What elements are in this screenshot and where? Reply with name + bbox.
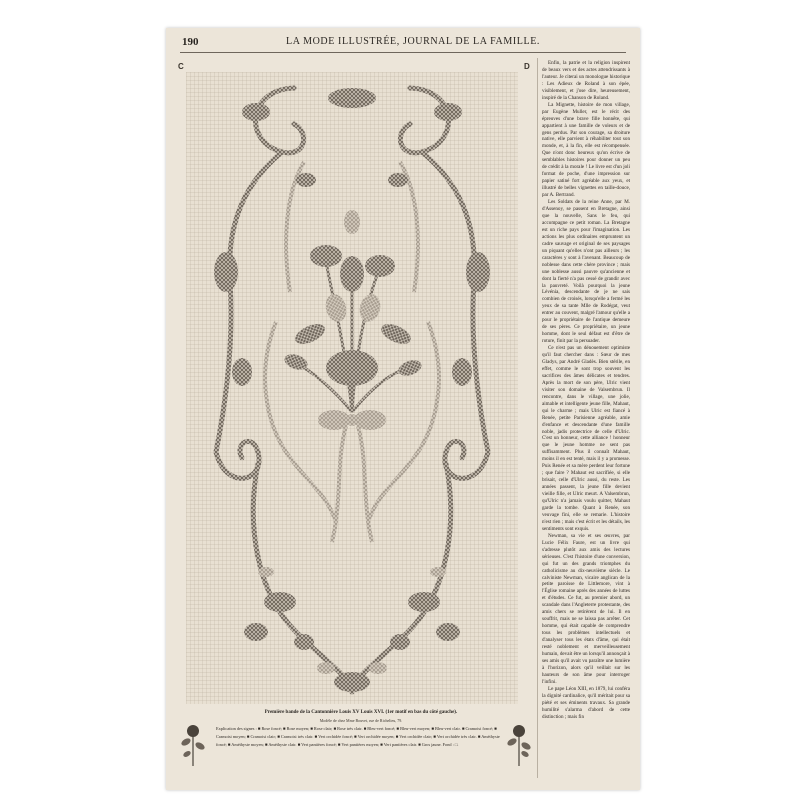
- article-paragraph: Ce n'est pas un dénouement optimiste qu'il faut chercher dans : Sœur de mes Gladys, par André Gladès. Bien stérile, en effet, comme le sont trop souvent les sacrifices des âmes délicates et tendres. Après la mort de son père, Ulric vient visiter son domaine de Valsembrun. Il rencontre, dans le village, une jolie, aimable et intelligente jeune fille, Mahaut, qui le charme ; mais Ulric est fiancé à Renée, petite Parisienne agréable, amie d'enfance et descendante d'une famille noble, jadis protectrice de celle d'Ulric. C'est un honneur, cette alliance ! honneur que le jeune homme ne sent pas suffisamment. Plus il connaît Mahaut, moins il en est tenté, mais il y a promesse. Puis Renée et sa mère perdent leur fortune ; que faire ? Mahaut est sacrifiée, si elle brisait, celle d'Ulric aussi, du reste. Les années passent, la jeune fille devient vieille fille, et Ulric meurt. A Valsembrun, qu'Ulric n'a jamais voulu quitter, Mahaut garde la tombe. Quant à Renée, son veuvage fini, elle se remarie. L'histoire n'est rien ; mais c'est écrit et les détails, les sentiments sont exquis.: [542, 345, 630, 532]
- pattern-subcaption: Modèle de chez Mme Bouvet, rue de Richelieu, 79.: [319, 718, 403, 723]
- corner-letter-c: C: [178, 62, 184, 71]
- article-paragraph: Enfin, la patrie et la religion inspirent de beaux vers et des actes attendrissants à l'auteur. Je citerai un monologue historique : Les Adieux de Roland à son épée, visiblement, et j'ose dire, heureusement, inspiré de la Chanson de Roland.: [542, 60, 630, 101]
- flower-sprig-icon: [506, 722, 532, 766]
- flower-sprig-icon: [180, 722, 206, 766]
- article-column: [542, 60, 630, 780]
- pattern-caption: Première bande de la Cantonnière Louis XV Louis XVI. (1er motif en bas du côté gauche).: [264, 710, 458, 715]
- article-paragraph: Les Soldats de la reine Anne, par M. d'Assenoy, se passent en Bretagne, ainsi que la nouvelle, Sans le feu, qui accompagne ce petit roman. La Bretagne est un riche pays pour l'imagination. Les actions les plus ordinaires empruntent un cadre sauvage et original de ses paysages un piquant qu'elles n'ont pas ailleurs ; les caractères y sont à l'avenant. Beaucoup de noblesse dans cette chère province ; mais une noblesse aussi pauvre qu'ancienne et dont la fierté n'a pas cessé de grandir avec la pauvreté. Voilà pourquoi la jeune Lévénia, descendante de je ne sais combien de croisés, lorsqu'elle a fermé les yeux de sa tante Mlle de Rodégat, veut entrer au couvent, malgré l'amour qu'elle a pour le propriétaire de l'antique demeure de ses pères. Ce propriétaire, un jeune homme, dont le seul défaut est d'être de roture, finit par la persuader.: [542, 199, 630, 345]
- page-number: 190: [182, 36, 199, 48]
- header-rule: [180, 52, 626, 53]
- journal-page: [166, 28, 640, 790]
- column-divider: [537, 58, 538, 778]
- corner-letter-d: D: [524, 62, 530, 71]
- embroidery-chart-illustration: [186, 72, 518, 704]
- article-paragraph: Le pape Léon XIII, en 1879, lui conféra la dignité cardinalice, qu'il méritait pour sa piété et ses éminents travaux. Sa grande humilité s'alarma d'abord de cette distinction ; mais fin: [542, 685, 630, 720]
- pattern-legend: Explication des signes : ■ Rose foncé; ■ Rose moyen; ■ Rose clair; ■ Rose très clair. ■ Bleu-vert foncé; ■ Bleu-vert moyen; ■ Bleu-vert clair. ■ Cramoisi foncé; ■ Cramoisi moyen; ■ Cramoisi clair; ■ Cramoisi très clair. ■ Vert orchidée foncé; ■ Vert orchidée moyen; ■ Vert orchidée clair; ■ Vert orchidée très clair. ■ Améthyste foncé; ■ Améthyste moyen; ■ Améthyste clair. ■ Vert pantières foncé; ■ Vert pantières moyen; ■ Vert pantières clair. ■ Gros jaune. Fond : □.: [216, 726, 500, 747]
- article-paragraph: La Mignette, histoire de mon village, par Eugène Muller, est le récit des épreuves d'une brave fille honnête, qui appartient à une famille de voleurs et de gens perdus. Par son courage, sa droiture native, elle parvient à réhabiliter tout son monde, et, à la fin, elle est récompensée. Que n'ont donc heureux qu'on écrive de semblables histoires pour donner un peu de crédit à la morale ! Le livre est d'un joli format de poche, d'une impression sur papier satiné fort agréable aux yeux, et illustré de belles vignettes en taille-douce, par A. Bertrand.: [542, 101, 630, 199]
- journal-title: LA MODE ILLUSTRÉE, JOURNAL DE LA FAMILLE.: [286, 36, 541, 47]
- cross-stitch-pattern: [186, 72, 518, 704]
- article-paragraph: Newman, sa vie et ses œuvres, par Lucie Félix Faure, est un livre qui s'adresse plutôt aux amis des lectures sérieuses. C'est l'histoire d'une conversion, qui fut un des grands triomphes du catholicisme au dix-neuvième siècle. Le calviniste Newman, vicaire anglican de la petite paroisse de Littlemore, vint à l'Église romaine après des années de luttes et d'études. Ce fut, au premier abord, un scandale dans l'Angleterre protestante, des amis chers se retirèrent de lui. Il en souffrit, mais ne se laissa pas arrêter. Cet homme, qui était capable de comprendre tous les problèmes intellectuels et d'analyser tous les états d'âme, qui était resté noblement et merveilleusement humain, devait être un lorsqu'il annonçait à ses amis qu'il avait vu paraître une lumière à l'horizon, alors qu'il veillait sur les hauteurs de son âme pour interroger l'infini.: [542, 532, 630, 685]
